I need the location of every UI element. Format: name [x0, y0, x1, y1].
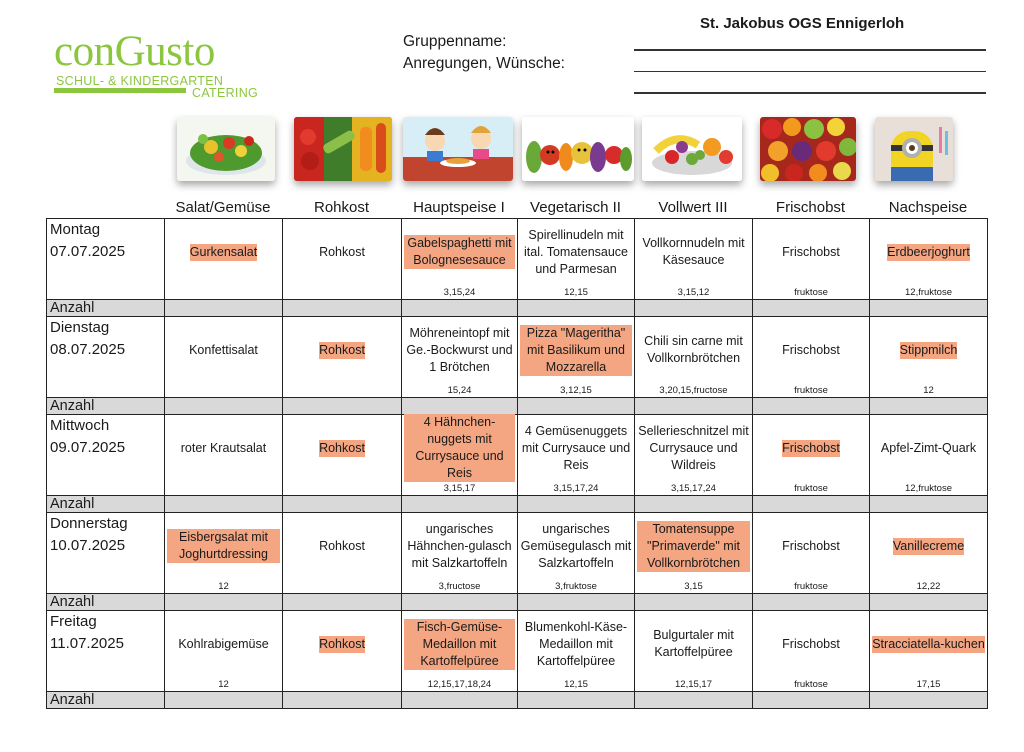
allergen-codes: 3,15,17: [443, 483, 476, 494]
allergen-codes: 12: [218, 581, 229, 592]
count-input-fruit[interactable]: [753, 692, 870, 709]
group-name-line: [634, 49, 986, 51]
count-input-main[interactable]: [402, 496, 518, 513]
count-input-raw[interactable]: [283, 496, 402, 513]
count-row: [47, 594, 988, 611]
day-row: [47, 513, 988, 594]
dish-name: ungarisches Hähnchen-gulasch mit Salzkartoffeln: [407, 521, 512, 570]
dish-cell-raw: [283, 513, 402, 594]
dish-name: Stippmilch: [899, 342, 958, 357]
dish-cell-main: [402, 317, 518, 398]
dish-cell-dessert: [870, 611, 988, 692]
allergen-codes: 3,15,24: [443, 287, 476, 298]
school-name: St. Jakobus OGS Ennigerloh: [700, 15, 905, 32]
count-input-vegetarian[interactable]: [518, 300, 635, 317]
fruit-bowl-photo: [642, 117, 742, 181]
count-row: [47, 692, 988, 709]
count-input-fruit[interactable]: [753, 398, 870, 415]
dish-name: Eisbergsalat mit Joghurtdressing: [167, 529, 280, 563]
count-input-wholefood[interactable]: [635, 594, 753, 611]
dish-name: Gurkensalat: [189, 244, 258, 259]
dish-cell-dessert: [870, 415, 988, 496]
allergen-codes: 12,15: [564, 287, 588, 298]
dish-cell-main: [402, 219, 518, 300]
column-header-fruit: Frischobst: [775, 199, 846, 216]
count-input-main[interactable]: [402, 398, 518, 415]
wishes-line-2: [634, 92, 986, 94]
count-input-main[interactable]: [402, 594, 518, 611]
count-input-wholefood[interactable]: [635, 496, 753, 513]
dish-cell-main: [402, 513, 518, 594]
dish-name: Frischobst: [782, 440, 840, 455]
count-input-dessert[interactable]: [870, 398, 988, 415]
allergen-codes: 12,fruktose: [905, 483, 952, 494]
day-date: 09.07.2025: [50, 439, 126, 456]
count-label: Anzahl: [47, 300, 165, 317]
children-eating-photo: [403, 117, 513, 181]
count-input-wholefood[interactable]: [635, 300, 753, 317]
allergen-codes: 12,22: [916, 581, 941, 592]
dish-cell-vegetarian: [518, 415, 635, 496]
dish-name: Frischobst: [782, 636, 840, 651]
day-cell: [47, 415, 165, 496]
weekly-menu-table: [46, 218, 988, 709]
dish-name: Rohkost: [319, 538, 365, 553]
count-input-raw[interactable]: [283, 398, 402, 415]
dish-name: Möhreneintopf mit Ge.-Bockwurst und 1 Brötchen: [406, 325, 513, 374]
allergen-codes: 12: [923, 385, 934, 396]
count-input-vegetarian[interactable]: [518, 692, 635, 709]
day-date: 10.07.2025: [50, 537, 126, 554]
dish-name: Apfel-Zimt-Quark: [880, 440, 977, 455]
column-header-main: Hauptspeise I: [413, 199, 505, 216]
dish-cell-vegetarian: [518, 513, 635, 594]
dish-name: Rohkost: [319, 440, 365, 455]
count-input-dessert[interactable]: [870, 692, 988, 709]
dish-name: 4 Hähnchen-nuggets mit Currysauce und Reis: [404, 414, 515, 482]
day-date: 11.07.2025: [50, 635, 124, 652]
dish-name: Bulgurtaler mit Kartoffelpüree: [653, 628, 734, 659]
day-date: 08.07.2025: [50, 341, 126, 358]
count-input-wholefood[interactable]: [635, 398, 753, 415]
allergen-codes: 15,24: [447, 385, 472, 396]
wishes-line-1: [634, 71, 986, 72]
vegetable-characters-photo: [522, 117, 634, 181]
dish-name: Vanillecreme: [892, 538, 965, 553]
dish-cell-wholefood: [635, 513, 753, 594]
dish-cell-dessert: [870, 219, 988, 300]
dish-name: 4 Gemüsenuggets mit Currysauce und Reis: [521, 423, 631, 472]
day-name: Mittwoch: [50, 417, 110, 434]
count-input-salad[interactable]: [165, 300, 283, 317]
wishes-label: Anregungen, Wünsche:: [403, 55, 565, 72]
count-label: Anzahl: [47, 594, 165, 611]
count-input-dessert[interactable]: [870, 300, 988, 317]
day-cell: [47, 513, 165, 594]
dish-name: Rohkost: [319, 244, 365, 259]
allergen-codes: 12,15: [564, 679, 588, 690]
day-cell: [47, 317, 165, 398]
dish-cell-dessert: [870, 513, 988, 594]
column-header-vegetarian: Vegetarisch II: [530, 199, 621, 216]
allergen-codes: 3,12,15: [560, 385, 592, 396]
logo-tagline-catering: CATERING: [192, 86, 259, 100]
allergen-codes: fruktose: [794, 483, 828, 494]
allergen-codes: 3,15,17,24: [553, 483, 599, 494]
allergen-codes: fruktose: [794, 581, 828, 592]
count-input-main[interactable]: [402, 300, 518, 317]
day-cell: [47, 611, 165, 692]
dish-cell-fruit: [753, 415, 870, 496]
day-name: Dienstag: [50, 319, 110, 336]
allergen-codes: 12,fruktose: [905, 287, 952, 298]
form-labels: [403, 31, 565, 75]
count-input-raw[interactable]: [283, 692, 402, 709]
count-input-salad[interactable]: [165, 398, 283, 415]
group-name-label: Gruppenname:: [403, 33, 507, 50]
count-input-dessert[interactable]: [870, 496, 988, 513]
dish-name: Vollkornnudeln mit Käsesauce: [642, 236, 745, 267]
count-label: Anzahl: [47, 398, 165, 415]
day-row: [47, 219, 988, 300]
dish-cell-vegetarian: [518, 317, 635, 398]
allergen-codes: 3,fructose: [438, 581, 481, 592]
dish-cell-fruit: [753, 611, 870, 692]
dish-name: Frischobst: [782, 342, 840, 357]
column-header-salad: Salat/Gemüse: [175, 199, 271, 216]
day-cell: [47, 219, 165, 300]
column-header-wholefood: Vollwert III: [658, 199, 728, 216]
column-header-dessert: Nachspeise: [888, 199, 968, 216]
dish-cell-wholefood: [635, 415, 753, 496]
minion-cake-photo: [875, 117, 953, 181]
dish-name: Frischobst: [782, 538, 840, 553]
logo-rule: [54, 88, 186, 93]
count-input-fruit[interactable]: [753, 300, 870, 317]
day-name: Montag: [50, 221, 101, 238]
dish-cell-wholefood: [635, 317, 753, 398]
count-input-salad[interactable]: [165, 692, 283, 709]
dish-name: Spirellinudeln mit ital. Tomatensauce und Parmesan: [524, 227, 628, 276]
dish-cell-vegetarian: [518, 611, 635, 692]
count-row: [47, 496, 988, 513]
column-header-raw: Rohkost: [313, 199, 370, 216]
dish-name: Rohkost: [319, 342, 365, 357]
dish-name: Konfettisalat: [189, 342, 258, 357]
allergen-codes: fruktose: [794, 385, 828, 396]
count-input-fruit[interactable]: [753, 594, 870, 611]
day-name: Donnerstag: [50, 515, 128, 532]
count-input-salad[interactable]: [165, 594, 283, 611]
dish-cell-salad: [165, 317, 283, 398]
dish-cell-fruit: [753, 219, 870, 300]
count-input-fruit[interactable]: [753, 496, 870, 513]
dish-name: Frischobst: [782, 244, 840, 259]
count-input-wholefood[interactable]: [635, 692, 753, 709]
count-input-raw[interactable]: [283, 300, 402, 317]
count-input-vegetarian[interactable]: [518, 496, 635, 513]
allergen-codes: fruktose: [794, 287, 828, 298]
dish-name: Chili sin carne mit Vollkornbrötchen: [644, 334, 743, 365]
dish-cell-salad: [165, 219, 283, 300]
dish-cell-raw: [283, 611, 402, 692]
salad-photo: [177, 117, 275, 181]
count-row: [47, 398, 988, 415]
dish-cell-main: [402, 415, 518, 496]
dish-name: Sellerieschnitzel mit Currysauce und Wildreis: [638, 423, 749, 472]
allergen-codes: 3,15: [684, 581, 703, 592]
dish-name: ungarisches Gemüsegulasch mit Salzkartoffeln: [520, 521, 632, 570]
dish-cell-salad: [165, 513, 283, 594]
fresh-fruit-photo: [760, 117, 856, 181]
dish-cell-raw: [283, 219, 402, 300]
dish-name: Fisch-Gemüse-Medaillon mit Kartoffelpüree: [404, 619, 515, 670]
dish-name: roter Krautsalat: [180, 440, 267, 455]
allergen-codes: 3,15,12: [677, 287, 710, 298]
dish-name: Rohkost: [319, 636, 365, 651]
count-row: [47, 300, 988, 317]
day-name: Freitag: [50, 613, 97, 630]
dish-cell-salad: [165, 611, 283, 692]
allergen-codes: 17,15: [916, 679, 941, 690]
allergen-codes: 3,fruktose: [555, 581, 597, 592]
allergen-codes: 12: [218, 679, 229, 690]
allergen-codes: 12,15,17: [675, 679, 712, 690]
count-input-vegetarian[interactable]: [518, 594, 635, 611]
dish-name: Gabelspaghetti mit Bolognesesauce: [404, 235, 515, 269]
dish-cell-wholefood: [635, 219, 753, 300]
day-row: [47, 415, 988, 496]
dish-name: Blumenkohl-Käse-Medaillon mit Kartoffelpüree: [524, 619, 628, 668]
day-row: [47, 611, 988, 692]
dish-cell-fruit: [753, 513, 870, 594]
dish-cell-fruit: [753, 317, 870, 398]
count-input-salad[interactable]: [165, 496, 283, 513]
allergen-codes: 3,15,17,24: [671, 483, 716, 494]
count-input-dessert[interactable]: [870, 594, 988, 611]
dish-cell-raw: [283, 317, 402, 398]
allergen-codes: 12,15,17,18,24: [427, 679, 492, 690]
dish-cell-raw: [283, 415, 402, 496]
day-row: [47, 317, 988, 398]
count-input-vegetarian[interactable]: [518, 398, 635, 415]
dish-name: Stracciatella-kuchen: [872, 636, 985, 651]
dish-cell-wholefood: [635, 611, 753, 692]
dish-name: Kohlrabigemüse: [178, 636, 269, 651]
dish-cell-salad: [165, 415, 283, 496]
dish-cell-vegetarian: [518, 219, 635, 300]
logo-tagline: SCHUL- & KINDERGARTEN: [56, 74, 224, 88]
dish-name: Pizza "Mageritha" mit Basilikum und Mozzarella: [520, 325, 632, 376]
count-input-raw[interactable]: [283, 594, 402, 611]
allergen-codes: fruktose: [794, 679, 828, 690]
dish-name: Erdbeerjoghurt: [887, 244, 970, 259]
logo-wordmark: conGusto: [54, 28, 215, 75]
dish-name: Tomatensuppe "Primaverde" mit Vollkornbrötchen: [637, 521, 750, 572]
count-label: Anzahl: [47, 692, 165, 709]
dish-cell-dessert: [870, 317, 988, 398]
day-date: 07.07.2025: [50, 243, 126, 260]
count-label: Anzahl: [47, 496, 165, 513]
raw-vegetables-photo: [294, 117, 392, 181]
dish-cell-main: [402, 611, 518, 692]
allergen-codes: 3,20,15,fructose: [659, 385, 728, 396]
count-input-main[interactable]: [402, 692, 518, 709]
catering-logo: [54, 28, 259, 105]
